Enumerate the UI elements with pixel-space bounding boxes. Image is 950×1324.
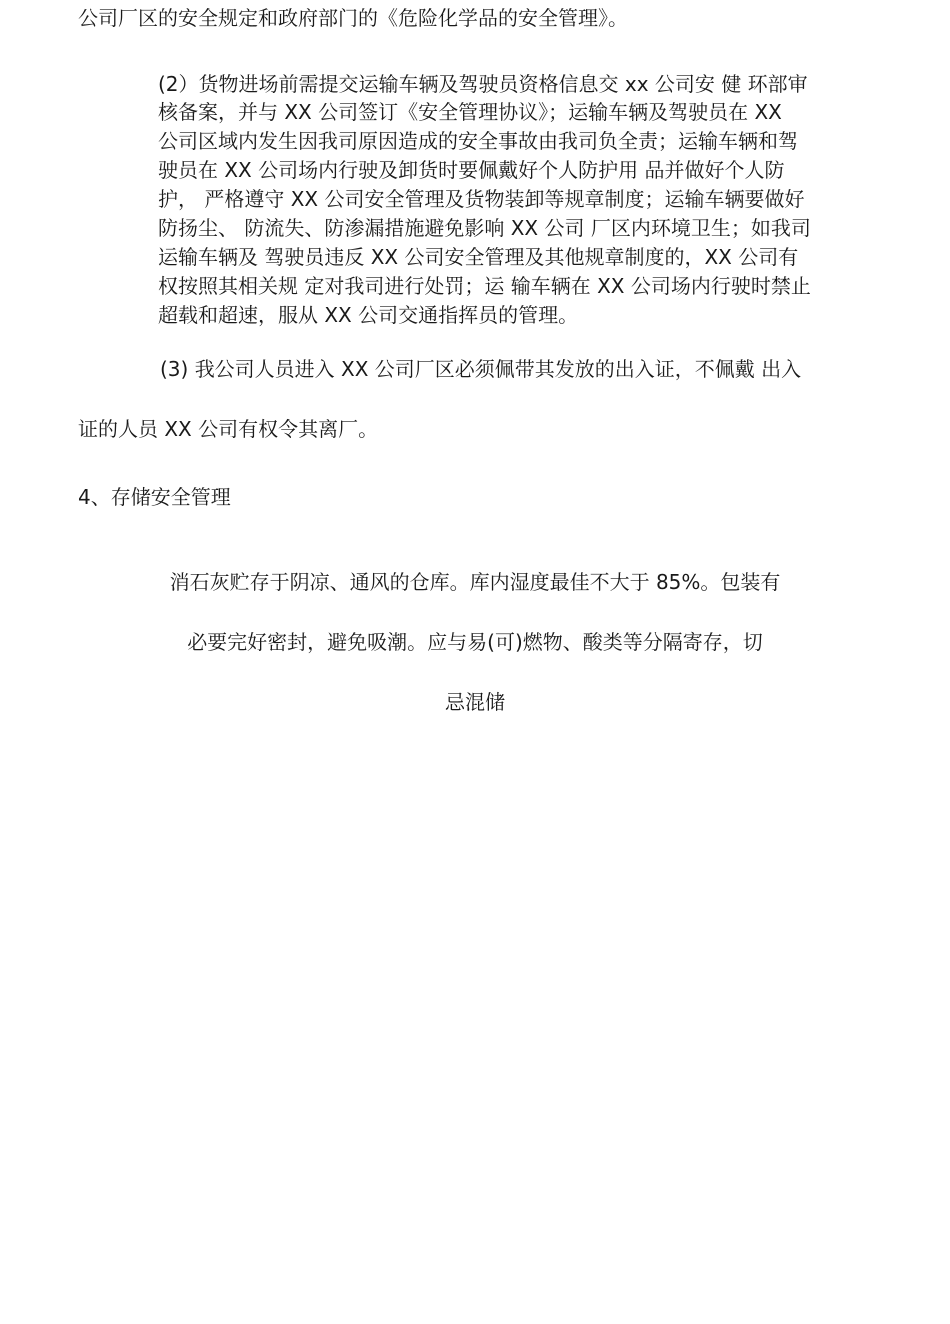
- storage-line-1: 消石灰贮存于阴凉、通风的仓库。库内湿度最佳不大于 85%。包装有: [169, 570, 781, 594]
- paragraph-line: 核备案，并与 XX 公司签订《安全管理协议》；运输车辆及驾驶员在 XX: [158, 100, 782, 124]
- paragraph-line: 运输车辆及 驾驶员违反 XX 公司安全管理及其他规章制度的，XX 公司有: [158, 245, 799, 269]
- storage-line-2: 必要完好密封，避免吸潮。应与易(可)燃物、酸类等分隔寄存，切: [187, 630, 763, 654]
- intro-line: 公司厂区的安全规定和政府部门的《危险化学品的安全管理》。: [78, 6, 628, 30]
- item-3-line-1: (3) 我公司人员进入 XX 公司厂区必须佩带其发放的出入证，不佩戴 出入: [160, 357, 802, 381]
- section-4-heading: 4、存储安全管理: [78, 485, 231, 509]
- paragraph-line: 超载和超速，服从 XX 公司交通指挥员的管理。: [158, 303, 579, 327]
- storage-line-3: 忌混储: [445, 690, 505, 714]
- paragraph-line: 防扬尘、 防流失、防渗漏措施避免影响 XX 公司 厂区内环境卫生；如我司: [158, 216, 811, 240]
- paragraph-line: 驶员在 XX 公司场内行驶及卸货时要佩戴好个人防护用 品并做好个人防: [158, 158, 785, 182]
- paragraph-line: 公司区域内发生因我司原因造成的安全事故由我司负全责；运输车辆和驾: [158, 129, 798, 153]
- paragraph-line: (2）货物进场前需提交运输车辆及驾驶员资格信息交 xx 公司安 健 环部审: [158, 72, 808, 96]
- item-3-line-2: 证的人员 XX 公司有权令其离厂。: [78, 417, 379, 441]
- paragraph-line: 护， 严格遵守 XX 公司安全管理及货物装卸等规章制度；运输车辆要做好: [158, 187, 805, 211]
- paragraph-line: 权按照其相关规 定对我司进行处罚；运 输车辆在 XX 公司场内行驶时禁止: [158, 274, 811, 298]
